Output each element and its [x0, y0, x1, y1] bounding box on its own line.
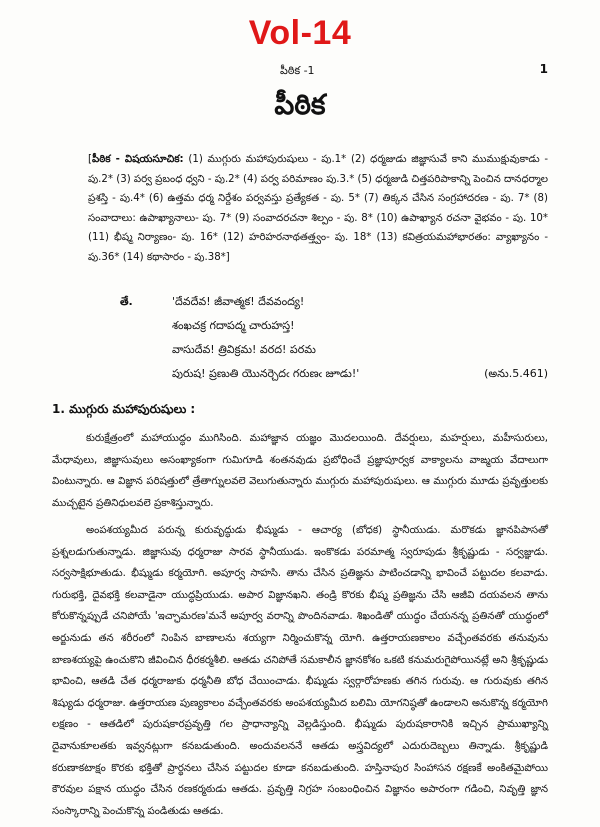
verse-line-text: వాసుదేవ! త్రివిక్రమ! వరద! పరమ	[172, 343, 316, 356]
verse-line	[120, 314, 548, 338]
volume-label: Vol-14	[248, 14, 352, 52]
verse-meter: తే.	[120, 295, 133, 308]
page-number: 1	[539, 62, 548, 76]
verse-line	[120, 338, 548, 362]
running-head: పీఠిక -1	[280, 64, 315, 77]
contents-block: [పీఠిక - విషయసూచిక: (1) ముగ్గురు మహాపురుషులు - పు.1* (2) ధర్మజుడు జిజ్ఞాసువే కాని ముముక్షువుకాడు - పు.2* (3) పర్వ ప్రబంధ ధ్వని - పు.2* (4) పర్వ పరిమాణం పు.3.* (5) ధర్మజుడి చిత్తపరిపాకాన్ని పెంచిన దానధర్మాల ప్రశస్తి - పు.4* (6) ఉత్తమ ధర్మ నిర్దేశం పర్వవస్తు ప్రత్యేకత - పు. 5* (7) తిక్కన చేసిన సంగ్రహాదరణ - పు. 7* (8) సంవాదాలు: ఉపాఖ్యానాలు- పు. 7* (9) సంవాదరచనా శిల్పం - పు. 8* (10) ఉపాఖ్యాన రచనా వైభవం - పు. 10* (11) భీష్మ నిర్యాణం- పు. 16* (12) హరిహరనాథతత్త్వం- పు. 18* (13) కవిత్రయమహాభారతం: వ్యాఖ్యానం - పు.36* (14) కథాసారం - పు.38*]	[88, 154, 548, 263]
verse-line	[120, 362, 548, 386]
verse-block	[120, 290, 548, 386]
contents-label: పీఠిక - విషయసూచిక:	[91, 154, 184, 165]
body-paragraph: కురుక్షేత్రంలో మహాయుద్ధం ముగిసింది. మహాజ్ఞాన యజ్ఞం మొదలయింది. దేవర్షులు, మహర్షులు, మహీసురులు, మేధావులు, జిజ్ఞాసువులు అసంఖ్యాకంగా గుమిగూడి శంతనవుడు ప్రబోధించే ప్రజ్ఞాపూర్వక వాక్యాలను వాఙ్మయ వేదాలుగా వింటున్నారు. ఆ విజ్ఞాన పరిషత్తులో త్రేతాగ్నులవలె వెలుగుతున్నారు ముగ్గురు మహాపురుషులు. ఆ ముగ్గురు మూడు ప్రవృత్తులకు ముచ్చటైన ప్రతినిధులవలె ప్రకాశిస్తున్నారు.	[52, 433, 548, 509]
contents-text: (1) ముగ్గురు మహాపురుషులు - పు.1* (2) ధర్మజుడు జిజ్ఞాసువే కాని ముముక్షువుకాడు - పు.2* (3) పర్వ ప్రబంధ ధ్వని - పు.2* (4) పర్వ పరిమాణం పు.3.* (5) ధర్మజుడి చిత్తపరిపాకాన్ని పెంచిన దానధర్మాల ప్రశస్తి - పు.4* (6) ఉత్తమ ధర్మ నిర్దేశం పర్వవస్తు ప్రత్యేకత - పు. 5* (7) తిక్కన చేసిన సంగ్రహాదరణ - పు. 7* (8) సంవాదాలు: ఉపాఖ్యానాలు- పు. 7* (9) సంవాదరచనా శిల్పం - పు. 8* (10) ఉపాఖ్యాన రచనా వైభవం - పు. 10* (11) భీష్మ నిర్యాణం- పు. 16* (12) హరిహరనాథతత్త్వం- పు. 18* (13) కవిత్రయమహాభారతం: వ్యాఖ్యానం - పు.36* (14) కథాసారం - పు.38*]	[88, 154, 548, 263]
verse-line-text: 'దేవదేవ! జీవాత్మక! దేవవంద్య!	[172, 295, 305, 308]
verse-line-text: శంఖచక్ర గదాపద్మ చారుహస్త!	[172, 319, 295, 332]
page-title: పీఠిక	[274, 88, 326, 121]
section-heading: 1. ముగ్గురు మహాపురుషులు :	[52, 402, 196, 416]
verse-line	[120, 290, 548, 314]
verse-line-text: పురుష! ప్రణుతి యొనర్చెదఁ గరుణఁ జూడు!'	[172, 367, 360, 380]
body-paragraph: అంపశయ్యమీద పరున్న కురువృద్ధుడు భీష్ముడు - ఆచార్య (బోధక) స్థానీయుడు. మరొకడు జ్ఞానపిపాసతో ప్రశ్నలడుగుతున్నాడు. జిజ్ఞాసువు ధర్మరాజు సారవ స్థానీయుడు. ఇంకొకడు పరమాత్మ స్వరూపుడు శ్రీకృష్ణుడు - సర్వజ్ఞుడు. సర్వసాక్షిభూతుడు. భీష్ముడు కర్మయోగి. అపూర్వ సాహసి. తాను చేసిన ప్రతిజ్ఞను పాటించడాన్ని భావించే పట్టుదల కలవాడు. గురుభక్తి, దైవభక్తి కలవాడైనా యుద్ధప్రియుడు. అపార విజ్ఞానఖని. తండ్రి కొరకు భీష్మ ప్రతిజ్ఞను చేసి ఆజీవి దయవలన తాను కోరుకొన్నప్పుడే చనిపోయే 'ఇచ్ఛామరణ'మనే అపూర్వ వరాన్ని పొందినవాడు. శిఖండితో యుద్ధం చేయనన్న ప్రతినతో యుద్ధంలో అర్జునుడు తన శరీరంలో నింపిన బాణాలను శయ్యగా నిర్మించుకొన్న యోగి. ఉత్తరాయణకాలం వచ్చేంతవరకు తనువును బాణశయ్యపై ఉంచుకొని జీవించిన ధీరకర్మశీలి. ఆతడు చనిపోతే సమకాలీన జ్ఞానకోశం ఒకటి కనుమరుగైపోయినట్లే అని శ్రీకృష్ణుడు భావించి, ఆతడి చేత ధర్మరాజుకు ధర్మనీతి బోధ చేయించాడు. భీష్ముడు స్వర్గారోహణకు తగిన గురువు. ఆ గురువుకు తగిన శిష్యుడు ధర్మరాజు. ఉత్తరాయణ పుణ్యకాలం వచ్చేంతవరకు అంపశయ్యమీద బలిమి యోగనిష్ఠతో ఉండాలని అనుకొన్న కర్మయోగి లక్షణం - ఆతడిలో పురుషకారప్రవృత్తి గల ప్రాధాన్యాన్ని వెల్లడిస్తుంది. భీష్ముడు పురుషకారానికి ఇచ్చిన ప్రాముఖ్యాన్ని దైవానుకూలతకు ఇవ్వనట్లుగా కనబడుతుంది. అందువలననే ఆతడు అస్త్రవిద్యలో ఎదురుదెబ్బలు తిన్నాడు. శ్రీకృష్ణుడి కరుణాకటాక్షం కొరకు భక్తితో ప్రార్థనలు చేసిన పట్టుదల కూడా కనబడుతుంది. హస్తినాపుర సింహాసన రక్షణకే అంకితమైపోయి కౌరవుల పక్షాన యుద్ధం చేసిన రణకర్మఠుడు ఆతడు. ప్రవృత్తి నిగ్రహ సంబంధించిన విజ్ఞానం అపారంగా గడించి, నివృత్తి జ్ఞాన సంస్కారాన్ని పెంచుకొన్న పండితుడు ఆతడు.	[52, 525, 548, 817]
verse-reference: (అను.5.461)	[484, 367, 548, 380]
